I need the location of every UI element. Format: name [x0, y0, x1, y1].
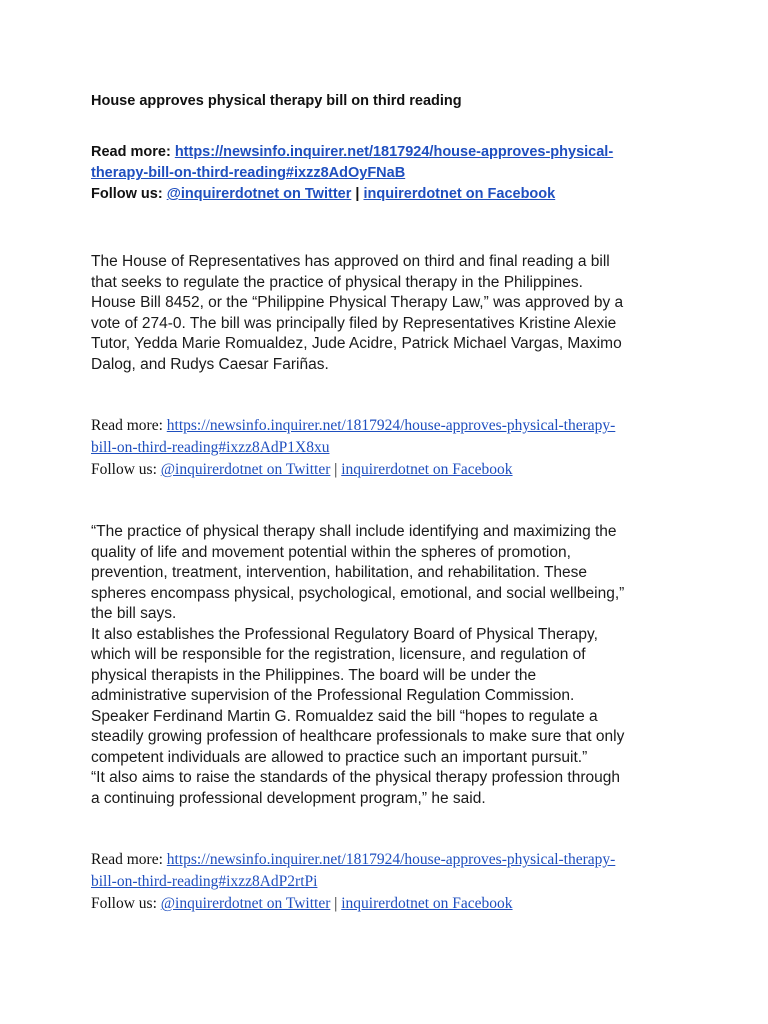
readmore-line	[91, 849, 691, 871]
article-url-link[interactable]: https://newsinfo.inquirer.net/1817924/house-approves-physical-	[174, 144, 614, 160]
separator: |	[334, 895, 338, 912]
paragraph-line: It also establishes the Professional Regulatory Board of Physical Therapy,	[91, 625, 598, 643]
readmore-line	[91, 142, 691, 163]
paragraph-line: that seeks to regulate the practice of physical therapy in the Philippines.	[91, 273, 583, 291]
paragraph-line: a continuing professional development program,” he said.	[91, 789, 486, 807]
readmore-line	[91, 871, 691, 893]
paragraph-line: “The practice of physical therapy shall include identifying and maximizing the	[91, 523, 617, 540]
paragraph-line: spheres encompass physical, psychological, emotional, and social wellbeing,”	[91, 584, 625, 602]
follow-us-label: Follow us:	[91, 895, 157, 912]
follow-line	[91, 459, 691, 481]
paragraph-line: quality of life and movement potential within the spheres of promotion,	[91, 543, 571, 561]
readmore-block-3	[91, 849, 691, 915]
paragraph-line: Dalog, and Rudys Caesar Fariñas.	[91, 355, 329, 373]
paragraph-line: The House of Representatives has approved on third and final reading a bill	[91, 253, 610, 270]
paragraph-line: House Bill 8452, or the “Philippine Physical Therapy Law,” was approved by a	[91, 294, 624, 311]
article-url-link-continued[interactable]: bill-on-third-reading#ixzz8AdP1X8xu	[91, 439, 330, 456]
paragraph-2	[91, 522, 691, 809]
article-url-link-continued[interactable]: bill-on-third-reading#ixzz8AdP2rtPi	[91, 873, 318, 890]
twitter-link[interactable]: @inquirerdotnet on Twitter	[160, 461, 331, 478]
follow-us-label: Follow us:	[91, 461, 157, 478]
facebook-link[interactable]: inquirerdotnet on Facebook	[363, 186, 556, 202]
read-more-label: Read more:	[91, 851, 163, 868]
article-url-link-continued[interactable]: therapy-bill-on-third-reading#ixzz8AdOyFNaB	[91, 165, 406, 181]
paragraph-line: competent individuals are allowed to practice such an important pursuit.”	[91, 748, 588, 766]
readmore-line	[91, 163, 691, 184]
article-title: House approves physical therapy bill on third reading	[91, 93, 462, 109]
paragraph-line: prevention, treatment, intervention, habilitation, and rehabilitation. These	[91, 564, 588, 581]
twitter-link[interactable]: @inquirerdotnet on Twitter	[166, 186, 352, 202]
paragraph-line: Tutor, Yedda Marie Romualdez, Jude Acidre, Patrick Michael Vargas, Maximo	[91, 335, 622, 352]
paragraph-line: vote of 274-0. The bill was principally filed by Representatives Kristine Alexie	[91, 314, 617, 332]
article-url-link[interactable]: https://newsinfo.inquirer.net/1817924/house-approves-physical-therapy-	[166, 851, 616, 868]
paragraph-line: administrative supervision of the Professional Regulation Commission.	[91, 687, 575, 704]
paragraph-line: the bill says.	[91, 605, 177, 622]
separator: |	[355, 186, 360, 202]
separator: |	[334, 461, 338, 478]
paragraph-line: Speaker Ferdinand Martin G. Romualdez said the bill “hopes to regulate a	[91, 707, 598, 725]
read-more-label: Read more:	[91, 144, 171, 160]
paragraph-line: physical therapists in the Philippines. The board will be under the	[91, 666, 537, 684]
paragraph-line: “It also aims to raise the standards of the physical therapy profession through	[91, 769, 621, 786]
article-url-link[interactable]: https://newsinfo.inquirer.net/1817924/house-approves-physical-therapy-	[166, 417, 616, 434]
readmore-block-2	[91, 415, 691, 481]
facebook-link[interactable]: inquirerdotnet on Facebook	[341, 895, 513, 912]
follow-line	[91, 184, 691, 205]
readmore-block-1	[91, 142, 691, 205]
facebook-link[interactable]: inquirerdotnet on Facebook	[341, 461, 513, 478]
paragraph-line: steadily growing profession of healthcare professionals to make sure that only	[91, 728, 625, 745]
readmore-line	[91, 437, 691, 459]
read-more-label: Read more:	[91, 417, 163, 434]
follow-us-label: Follow us:	[91, 186, 163, 202]
paragraph-line: which will be responsible for the registration, licensure, and regulation of	[91, 646, 586, 663]
paragraph-1	[91, 252, 691, 375]
twitter-link[interactable]: @inquirerdotnet on Twitter	[160, 895, 331, 912]
readmore-line	[91, 415, 691, 437]
follow-line	[91, 893, 691, 915]
